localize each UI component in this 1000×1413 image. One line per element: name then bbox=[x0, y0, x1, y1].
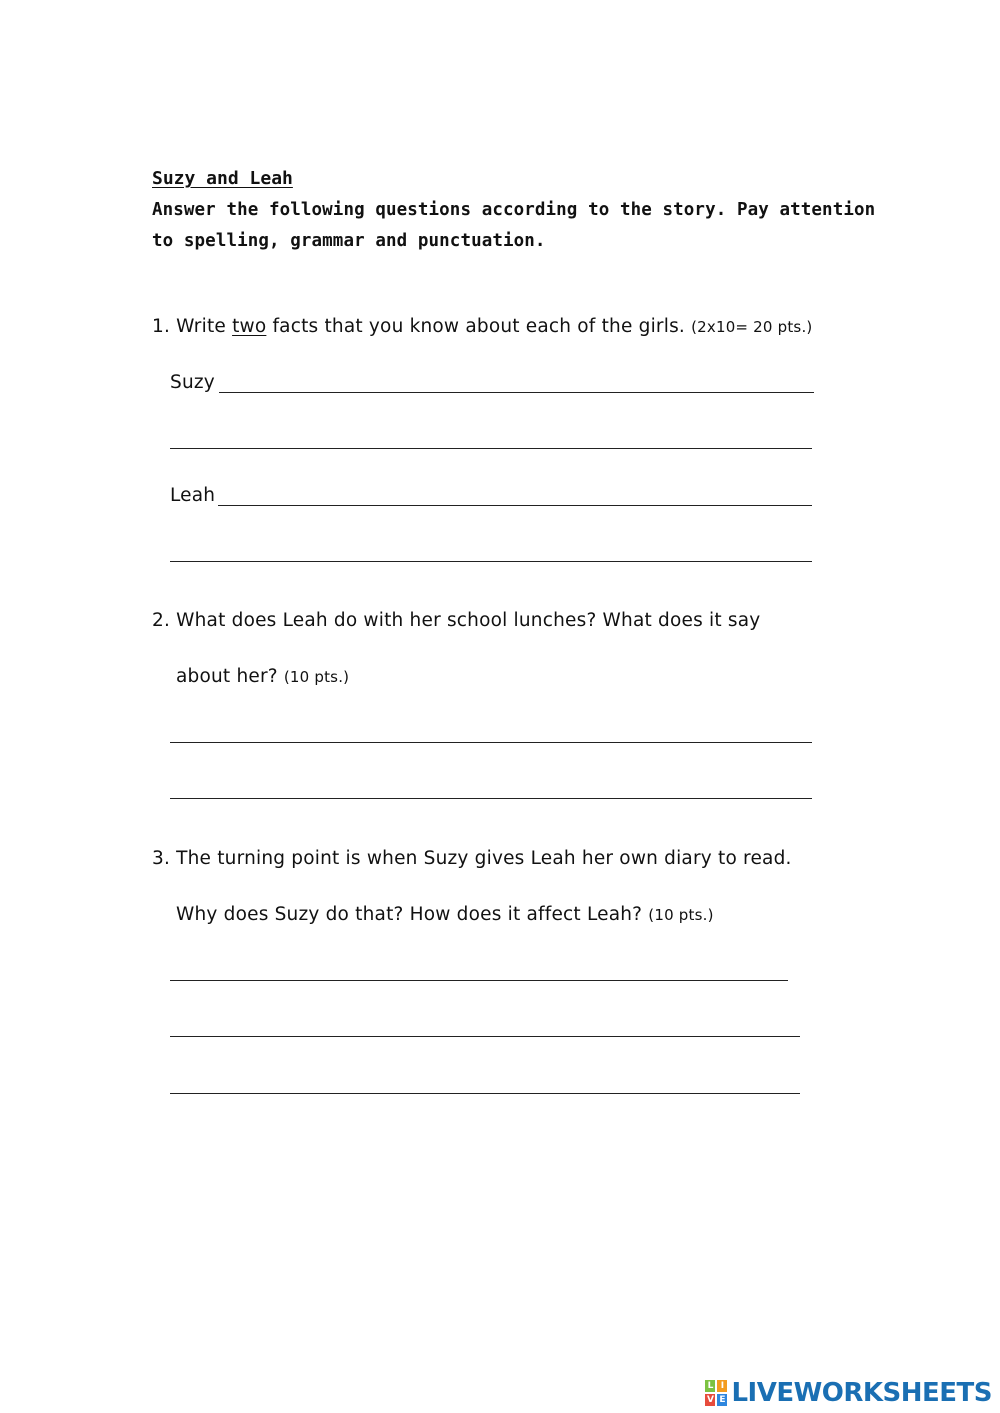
instructions-line-1: Answer the following questions according to the story. Pay attention bbox=[152, 200, 876, 220]
answer-line-suzy-1[interactable] bbox=[219, 392, 814, 393]
logo-letter-i: I bbox=[717, 1380, 727, 1392]
question-2-text: about her? bbox=[176, 666, 284, 687]
question-1-points: (2x10= 20 pts.) bbox=[691, 318, 813, 336]
liveworksheets-logo-text: LIVEWORKSHEETS bbox=[731, 1378, 992, 1408]
question-1-suffix: facts that you know about each of the girls. bbox=[266, 316, 692, 337]
answer-line-leah-1[interactable] bbox=[218, 505, 812, 506]
liveworksheets-logo bbox=[705, 1376, 992, 1410]
answer-label-leah: Leah bbox=[170, 485, 216, 506]
question-1-prefix: 1. Write bbox=[152, 316, 233, 337]
answer-line-q3-1[interactable] bbox=[170, 980, 788, 981]
answer-label-suzy: Suzy bbox=[170, 372, 215, 393]
question-2-line-2 bbox=[176, 666, 349, 687]
question-3-line-2 bbox=[176, 904, 714, 925]
logo-letter-l: L bbox=[705, 1380, 715, 1392]
question-2-points: (10 pts.) bbox=[283, 668, 350, 686]
liveworksheets-logo-icon bbox=[705, 1380, 727, 1406]
question-3-points: (10 pts.) bbox=[648, 906, 714, 924]
logo-letter-e: E bbox=[719, 1395, 726, 1405]
question-1-emphasis: two bbox=[232, 316, 267, 337]
instructions-line-2: to spelling, grammar and punctuation. bbox=[152, 231, 546, 251]
worksheet-title: Suzy and Leah bbox=[152, 168, 293, 189]
question-3-text: Why does Suzy do that? How does it affect Leah? bbox=[176, 904, 649, 925]
answer-line-q3-3[interactable] bbox=[170, 1093, 800, 1094]
answer-line-q2-2[interactable] bbox=[170, 798, 812, 799]
question-1 bbox=[152, 316, 812, 337]
question-2-line-1: 2. What does Leah do with her school lunches? What does it say bbox=[152, 610, 761, 631]
logo-letter-v: V bbox=[706, 1395, 714, 1405]
answer-line-suzy-2[interactable] bbox=[170, 448, 812, 449]
answer-line-q3-2[interactable] bbox=[170, 1036, 800, 1037]
question-3-line-1: 3. The turning point is when Suzy gives Leah her own diary to read. bbox=[152, 848, 792, 869]
answer-line-q2-1[interactable] bbox=[170, 742, 812, 743]
answer-line-leah-2[interactable] bbox=[170, 561, 812, 562]
